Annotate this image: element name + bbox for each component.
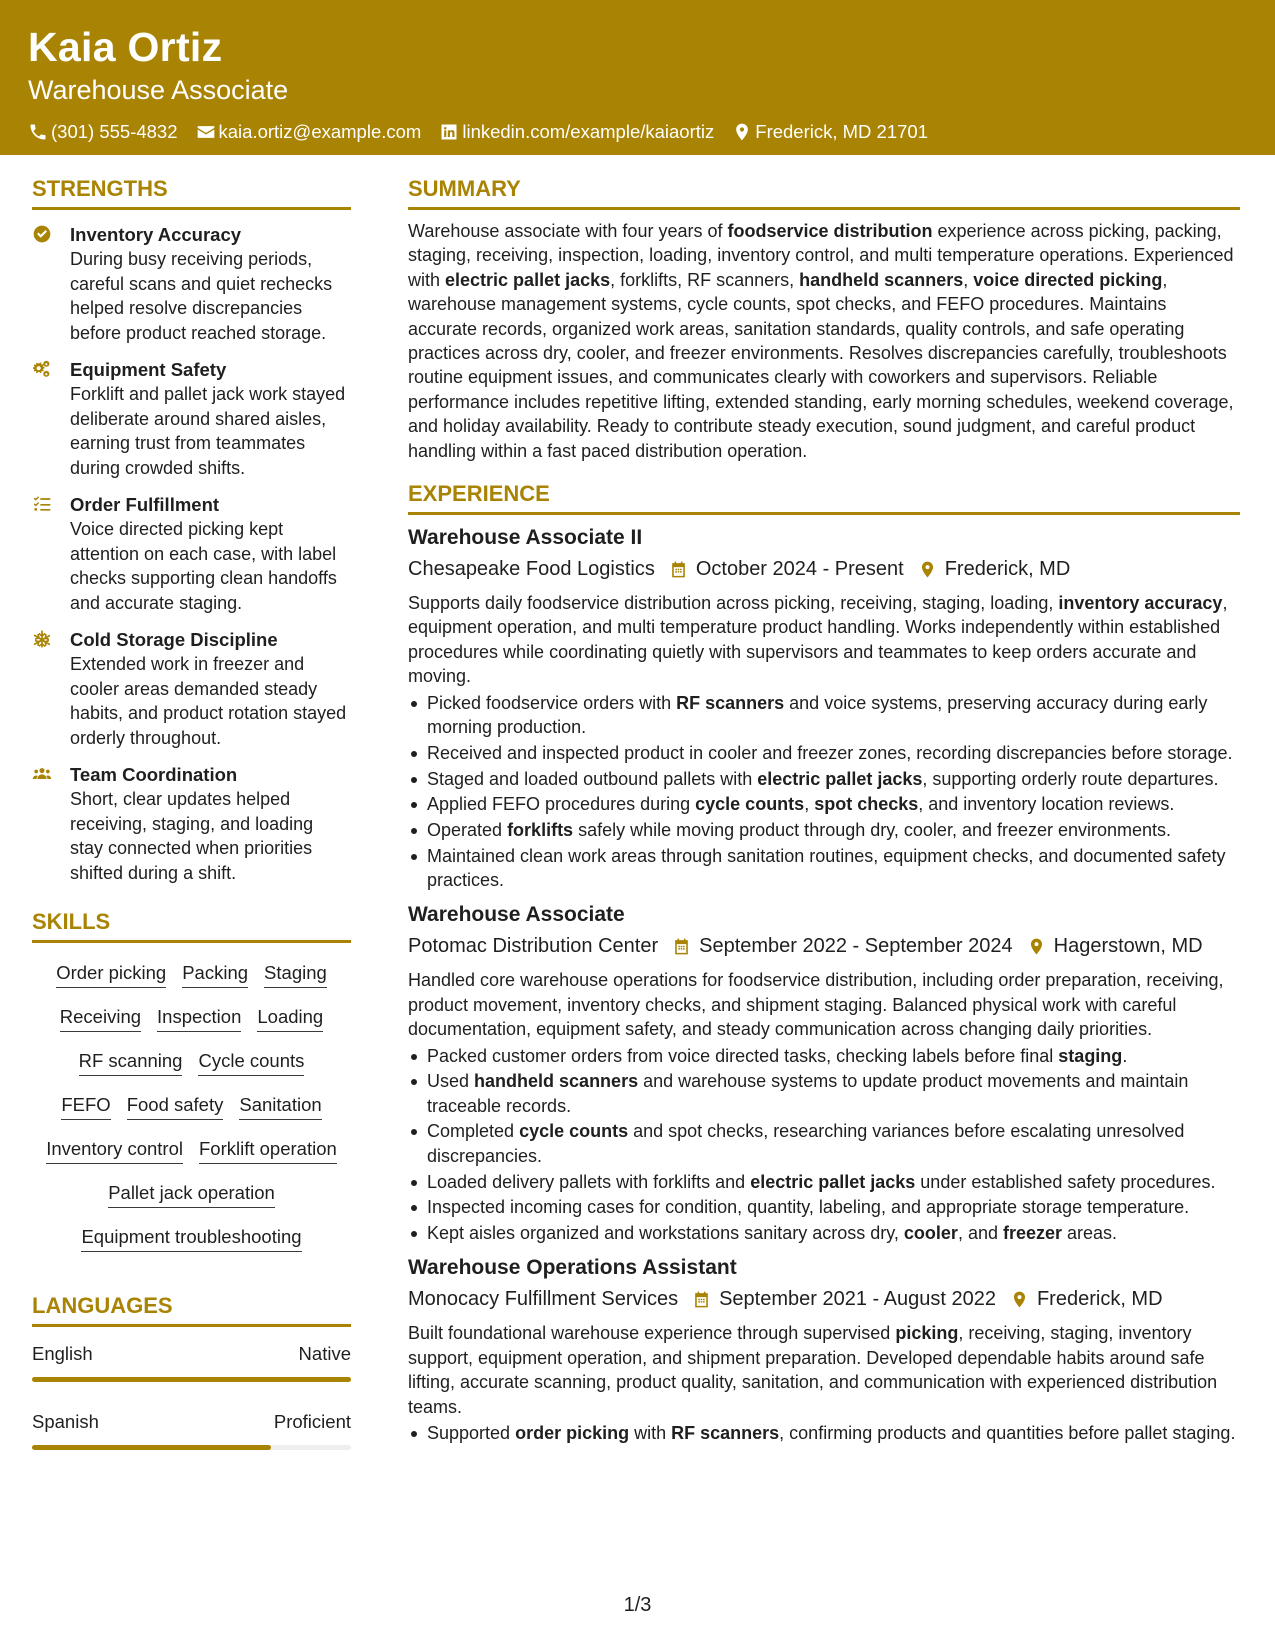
candidate-name: Kaia Ortiz [28,24,223,70]
experience-list [408,524,1240,1445]
left-column [32,172,351,1450]
gears-icon [32,359,52,379]
skill-tag: RF scanning [79,1049,183,1076]
skill-tag: Receiving [60,1005,141,1032]
skill-tag: Cycle counts [198,1049,304,1076]
skills-list [32,957,351,1265]
language-level: Native [298,1343,351,1364]
job-company: Potomac Distribution Center [408,935,659,958]
job-bullet: Packed customer orders from voice directed tasks, checking labels before final staging. [408,1044,1240,1068]
job-bullet: Supported order picking with RF scanners, confirming products and quantities before pallet staging. [408,1421,1240,1445]
job-meta [408,555,1240,583]
job-bullet: Completed cycle counts and spot checks, researching variances before escalating unresolved discrepancies. [408,1119,1240,1168]
job-dates: September 2022 - September 2024 [699,935,1013,958]
linkedin-icon [439,122,459,142]
skill-tag: Loading [257,1005,323,1032]
strength-title: Inventory Accuracy [70,224,242,245]
summary-heading: SUMMARY [408,172,1240,210]
language-level: Proficient [273,1411,351,1432]
job-bullets [408,1044,1240,1246]
experience-heading: EXPERIENCE [408,477,1240,515]
job-location: Hagerstown, MD [1053,935,1203,958]
strength-title: Order Fulfillment [70,494,220,515]
location-pin-icon [732,122,752,142]
job-title: Warehouse Associate II [408,526,643,550]
calendar-icon [672,937,691,956]
language-bar [32,1445,351,1450]
strengths-heading: STRENGTHS [32,172,351,210]
skill-tag: FEFO [61,1093,110,1120]
candidate-title: Warehouse Associate [28,75,289,105]
language-name: Spanish [32,1411,99,1432]
checklist-icon [32,494,52,514]
check-badge-icon [32,224,52,244]
job-entry [408,1254,1240,1445]
skill-tag: Inventory control [46,1137,183,1164]
skills-heading: SKILLS [32,905,351,943]
language-name: English [32,1343,93,1364]
snowflake-icon [32,629,52,649]
job-bullet: Operated forklifts safely while moving product through dry, cooler, and freezer environments. [408,818,1240,842]
job-company: Monocacy Fulfillment Services [408,1288,679,1311]
job-entry [408,901,1240,1245]
team-icon [32,764,52,784]
email-icon [196,122,216,142]
language-bar-fill [32,1377,351,1382]
phone-icon [28,122,48,142]
job-location: Frederick, MD [944,558,1071,581]
job-bullet: Picked foodservice orders with RF scanners and voice systems, preserving accuracy during early morning production. [408,691,1240,740]
strength-desc: Voice directed picking kept attention on each case, with label checks supporting clean handoffs and accurate staging. [70,519,337,613]
language-bar-fill [32,1445,271,1450]
strength-item [32,627,351,750]
calendar-icon [692,1290,711,1309]
contact-linkedin-text: linkedin.com/example/kaiaortiz [462,121,715,142]
strength-desc: Forklift and pallet jack work stayed deliberate around shared aisles, earning trust from teammates during crowded shifts. [70,384,346,478]
job-title: Warehouse Operations Assistant [408,1256,737,1280]
job-bullet: Applied FEFO procedures during cycle counts, spot checks, and inventory location reviews. [408,792,1240,816]
strength-item [32,222,351,345]
contact-location [732,120,928,144]
contact-location-text: Frederick, MD 21701 [755,121,928,142]
resume-header [0,0,1275,155]
contact-email-text: kaia.ortiz@example.com [218,121,422,142]
contact-email[interactable] [196,120,422,144]
strength-title: Equipment Safety [70,359,227,380]
strength-item [32,762,351,885]
strength-desc: Short, clear updates helped receiving, staging, and loading stay connected when priorities shifted during a shift. [70,789,314,883]
skill-tag: Forklift operation [199,1137,337,1164]
job-bullet: Kept aisles organized and workstations sanitary across dry, cooler, and freezer areas. [408,1221,1240,1245]
skill-tag: Pallet jack operation [108,1181,275,1208]
language-item [32,1341,351,1382]
right-column [408,172,1240,1445]
strength-desc: Extended work in freezer and cooler areas demanded steady habits, and product rotation stayed orderly throughout. [70,654,347,748]
location-pin-icon [1027,937,1046,956]
skill-tag: Inspection [157,1005,241,1032]
contact-linkedin[interactable] [439,120,714,144]
contact-phone[interactable] [28,120,178,144]
job-location: Frederick, MD [1036,1288,1163,1311]
job-entry [408,524,1240,892]
job-description: Handled core warehouse operations for foodservice distribution, including order preparation, receiving, product movement, inventory checks, and shipment staging. Balanced physical work with careful documentation, equipment safety, and steady communication across changing daily priorities. [408,970,1224,1040]
job-bullet: Staged and loaded outbound pallets with electric pallet jacks, supporting orderly route departures. [408,767,1240,791]
job-bullet: Used handheld scanners and warehouse systems to update product movements and maintain traceable records. [408,1069,1240,1118]
job-meta [408,1285,1240,1313]
language-item [32,1409,351,1450]
calendar-icon [669,560,688,579]
skill-tag: Staging [264,961,327,988]
strength-desc: During busy receiving periods, careful scans and quiet rechecks helped resolve discrepancies before product reached storage. [70,249,333,343]
job-title: Warehouse Associate [408,903,625,927]
job-bullets [408,1421,1240,1445]
skill-tag: Equipment troubleshooting [81,1225,301,1252]
page-number: 1/3 [623,1594,652,1616]
languages-heading: LANGUAGES [32,1289,351,1327]
job-bullet: Received and inspected product in cooler and freezer zones, recording discrepancies before storage. [408,741,1240,765]
job-bullet: Loaded delivery pallets with forklifts and electric pallet jacks under established safety procedures. [408,1170,1240,1194]
location-pin-icon [918,560,937,579]
job-bullets [408,691,1240,893]
skill-tag: Packing [182,961,248,988]
language-bar [32,1377,351,1382]
strength-title: Cold Storage Discipline [70,629,278,650]
strength-title: Team Coordination [70,764,238,785]
strength-item [32,492,351,615]
job-company: Chesapeake Food Logistics [408,558,655,581]
contact-phone-text: (301) 555-4832 [51,121,178,142]
summary-text: Warehouse associate with four years of foodservice distribution experience across picking, packing, staging, receiving, inspection, loading, inventory control, and multi temperature operations. Experienced with electric pallet jacks, forklifts, RF scanners, handheld scanners, voice directed picking, warehouse management systems, cycle counts, spot checks, and FEFO procedures. Maintains accurate records, organized work areas, sanitation standards, quality controls, and safe operating practices across dry, cooler, and freezer environments. Resolves discrepancies carefully, troubleshoots routine equipment issues, and communicates clearly with coworkers and supervisors. Reliable performance includes repetitive lifting, extended standing, early morning schedules, weekend coverage, and holiday availability. Ready to contribute steady execution, sound judgment, and careful product handling within a fast paced distribution operation. [408,221,1234,461]
skill-tag: Food safety [127,1093,224,1120]
contact-bar [28,120,1247,144]
location-pin-icon [1010,1290,1029,1309]
skill-tag: Order picking [56,961,166,988]
job-bullet: Inspected incoming cases for condition, quantity, labeling, and appropriate storage temperature. [408,1195,1240,1219]
job-dates: October 2024 - Present [695,558,904,581]
job-description: Supports daily foodservice distribution across picking, receiving, staging, loading, inventory accuracy, equipment operation, and multi temperature product handling. Works independently within established procedures while coordinating quietly with supervisors and teammates to keep orders accurate and moving. [408,593,1228,687]
job-description: Built foundational warehouse experience through supervised picking, receiving, staging, inventory support, equipment operation, and shipment preparation. Developed dependable habits around safe lifting, accurate scanning, product quality, sanitation, and communication with experienced distribution teams. [408,1323,1218,1417]
strength-item [32,357,351,480]
job-meta [408,932,1240,960]
skill-tag: Sanitation [239,1093,321,1120]
job-bullet: Maintained clean work areas through sanitation routines, equipment checks, and documented safety practices. [408,844,1240,893]
job-dates: September 2021 - August 2022 [719,1288,996,1311]
